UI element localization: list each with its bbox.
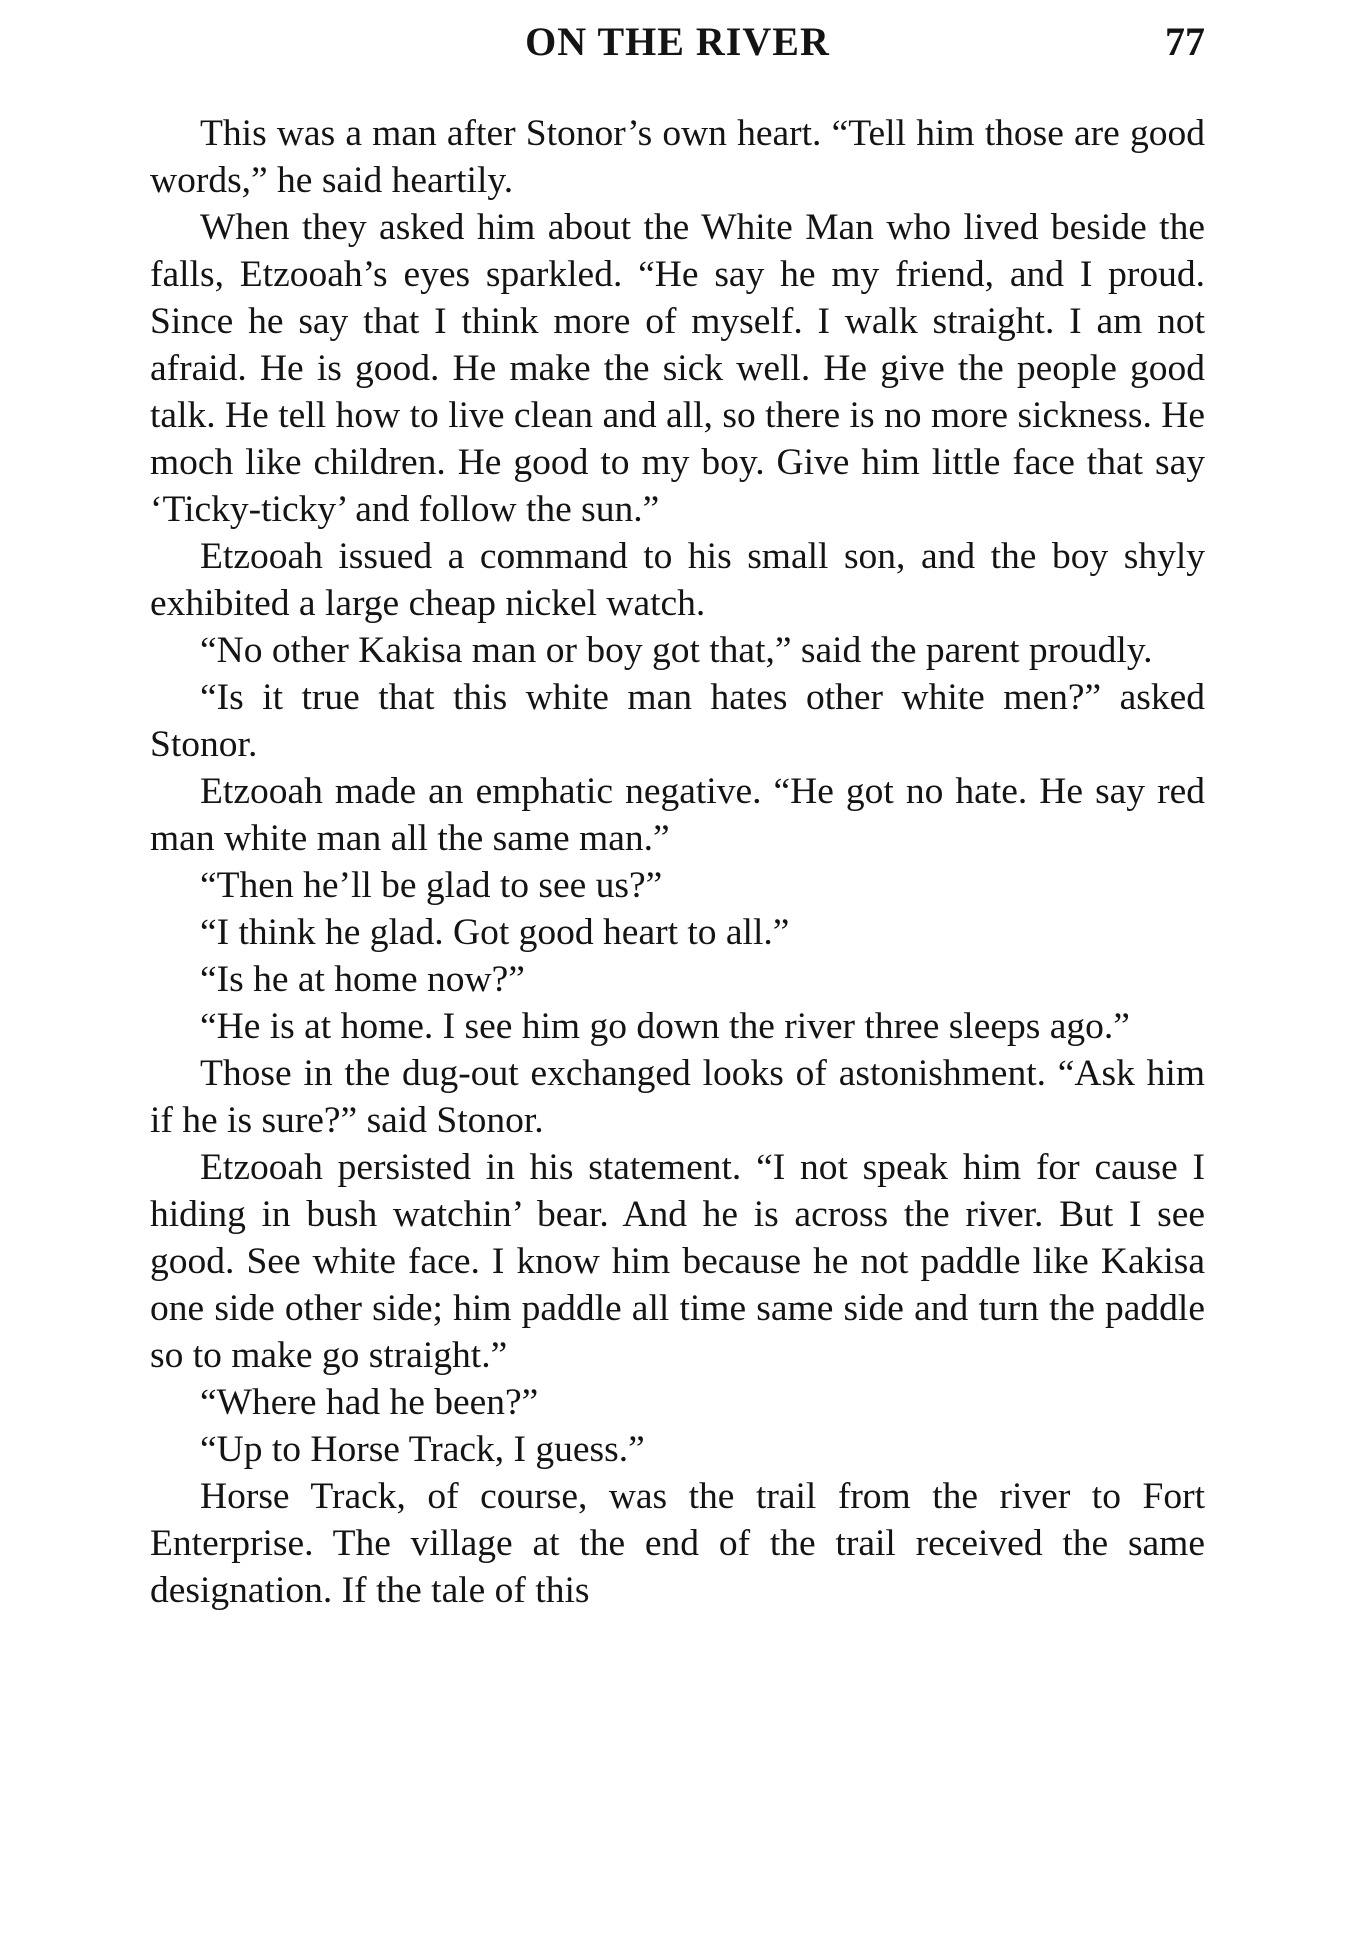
paragraph: “Is he at home now?” [200, 959, 525, 1000]
paragraph: “He is at home. I see him go down the river three sleeps ago.” [200, 1006, 1130, 1047]
paragraph: Those in the dug-out exchanged looks of astonishment. “Ask him if he is sure?” said Stonor. [150, 1053, 1205, 1141]
page-number: 77 [1165, 19, 1205, 64]
paragraph: “No other Kakisa man or boy got that,” said the parent proudly. [200, 630, 1153, 671]
page-header [150, 18, 1205, 74]
paragraph: “Up to Horse Track, I guess.” [200, 1429, 645, 1470]
body-text [150, 110, 1205, 1614]
paragraph: This was a man after Stonor’s own heart. “Tell him those are good words,” he said heartily. [150, 113, 1205, 201]
paragraph: Etzooah persisted in his statement. “I not speak him for cause I hiding in bush watchin’ bear. And he is across the river. But I see good. See white face. I know him because he not paddle like Kakisa one side other side; him paddle all time same side and turn the paddle so to make go straight.” [150, 1147, 1205, 1376]
paragraph: “Then he’ll be glad to see us?” [200, 865, 663, 906]
paragraph: When they asked him about the White Man who lived beside the falls, Etzooah’s eyes sparkled. “He say he my friend, and I proud. Since he say that I think more of myself. I walk straight. I am not afraid. He is good. He make the sick well. He give the people good talk. He tell how to live clean and all, so there is no more sickness. He moch like children. He good to my boy. Give him little face that say ‘Ticky-ticky’ and follow the sun.” [150, 207, 1205, 530]
paragraph: “Where had he been?” [200, 1382, 539, 1423]
paragraph: Etzooah made an emphatic negative. “He got no hate. He say red man white man all the same man.” [150, 771, 1205, 859]
paragraph: Horse Track, of course, was the trail from the river to Fort Enterprise. The village at the end of the trail received the same designation. If the tale of this [150, 1476, 1205, 1611]
paragraph: “Is it true that this white man hates other white men?” asked Stonor. [150, 677, 1205, 765]
running-head: ON THE RIVER [525, 19, 830, 64]
paragraph: Etzooah issued a command to his small son, and the boy shyly exhibited a large cheap nickel watch. [150, 536, 1205, 624]
paragraph: “I think he glad. Got good heart to all.” [200, 912, 790, 953]
